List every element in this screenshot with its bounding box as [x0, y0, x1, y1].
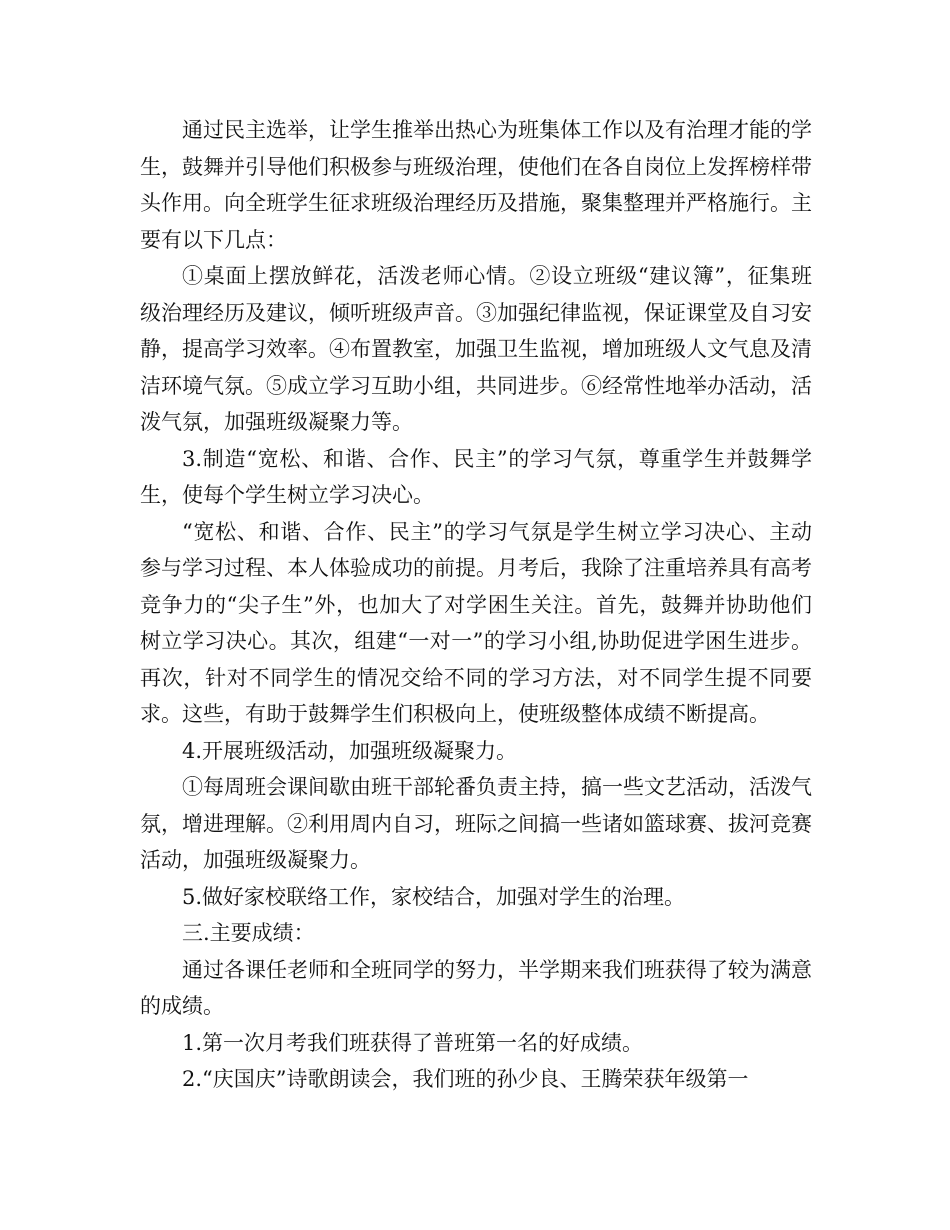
- paragraph-achievement-1: 1.第一次月考我们班获得了普班第一名的好成绩。: [182, 1030, 644, 1055]
- paragraph-measures-list: ①桌面上摆放鲜花，活泼老师心情。②设立班级“建议簿”，征集班级治理经历及建议，倾听班级声音。③加强纪律监视，保证课堂及自习安静，提高学习效率。④布置教室，加强卫生监视，增加班级人文气息及清洁环境气氛。⑤成立学习互助小组，共同进步。⑥经常性地举办活动，活泼气氛，加强班级凝聚力等。: [140, 264, 812, 434]
- paragraph-achievements-intro: 通过各课任老师和全班同学的努力，半学期来我们班获得了较为满意的成绩。: [140, 957, 812, 1018]
- section-heading-achievements: 三.主要成绩：: [182, 921, 315, 945]
- paragraph-achievement-2: 2.“庆国庆”诗歌朗读会，我们班的孙少良、王腾荣获年级第一: [182, 1067, 749, 1091]
- paragraph-activities: ①每周班会课间歇由班干部轮番负责主持，搞一些文艺活动，活泼气氛，增进理解。②利用周内自习，班际之间搞一些诸如篮球赛、拔河竞赛活动，加强班级凝聚力。: [140, 775, 812, 872]
- paragraph-election: 通过民主选举，让学生推举出热心为班集体工作以及有治理才能的学生，鼓舞并引导他们积极参与班级治理，使他们在各自岗位上发挥榜样带头作用。向全班学生征求班级治理经历及措施，聚集整理并严格施行。主要有以下几点：: [140, 118, 812, 252]
- paragraph-heading-4: 4.开展班级活动，加强班级凝聚力。: [182, 738, 518, 763]
- paragraph-atmosphere: “宽松、和谐、合作、民主”的学习气氛是学生树立学习决心、主动参与学习过程、本人体验成功的前提。月考后，我除了注重培养具有高考竞争力的“尖子生”外，也加大了对学困生关注。首先，鼓舞并协助他们树立学习决心。其次，组建“一对一”的学习小组,协助促进学困生进步。再次，针对不同学生的情况交给不同的学习方法，对不同学生提不同要求。这些，有助于鼓舞学生们积极向上，使班级整体成绩不断提高。: [140, 519, 812, 726]
- paragraph-heading-5: 5.做好家校联络工作，家校结合，加强对学生的治理。: [182, 884, 686, 909]
- document-body: [140, 112, 812, 1098]
- paragraph-heading-3: 3.制造“宽松、和谐、合作、民主”的学习气氛，尊重学生并鼓舞学生，使每个学生树立学习决心。: [140, 446, 812, 507]
